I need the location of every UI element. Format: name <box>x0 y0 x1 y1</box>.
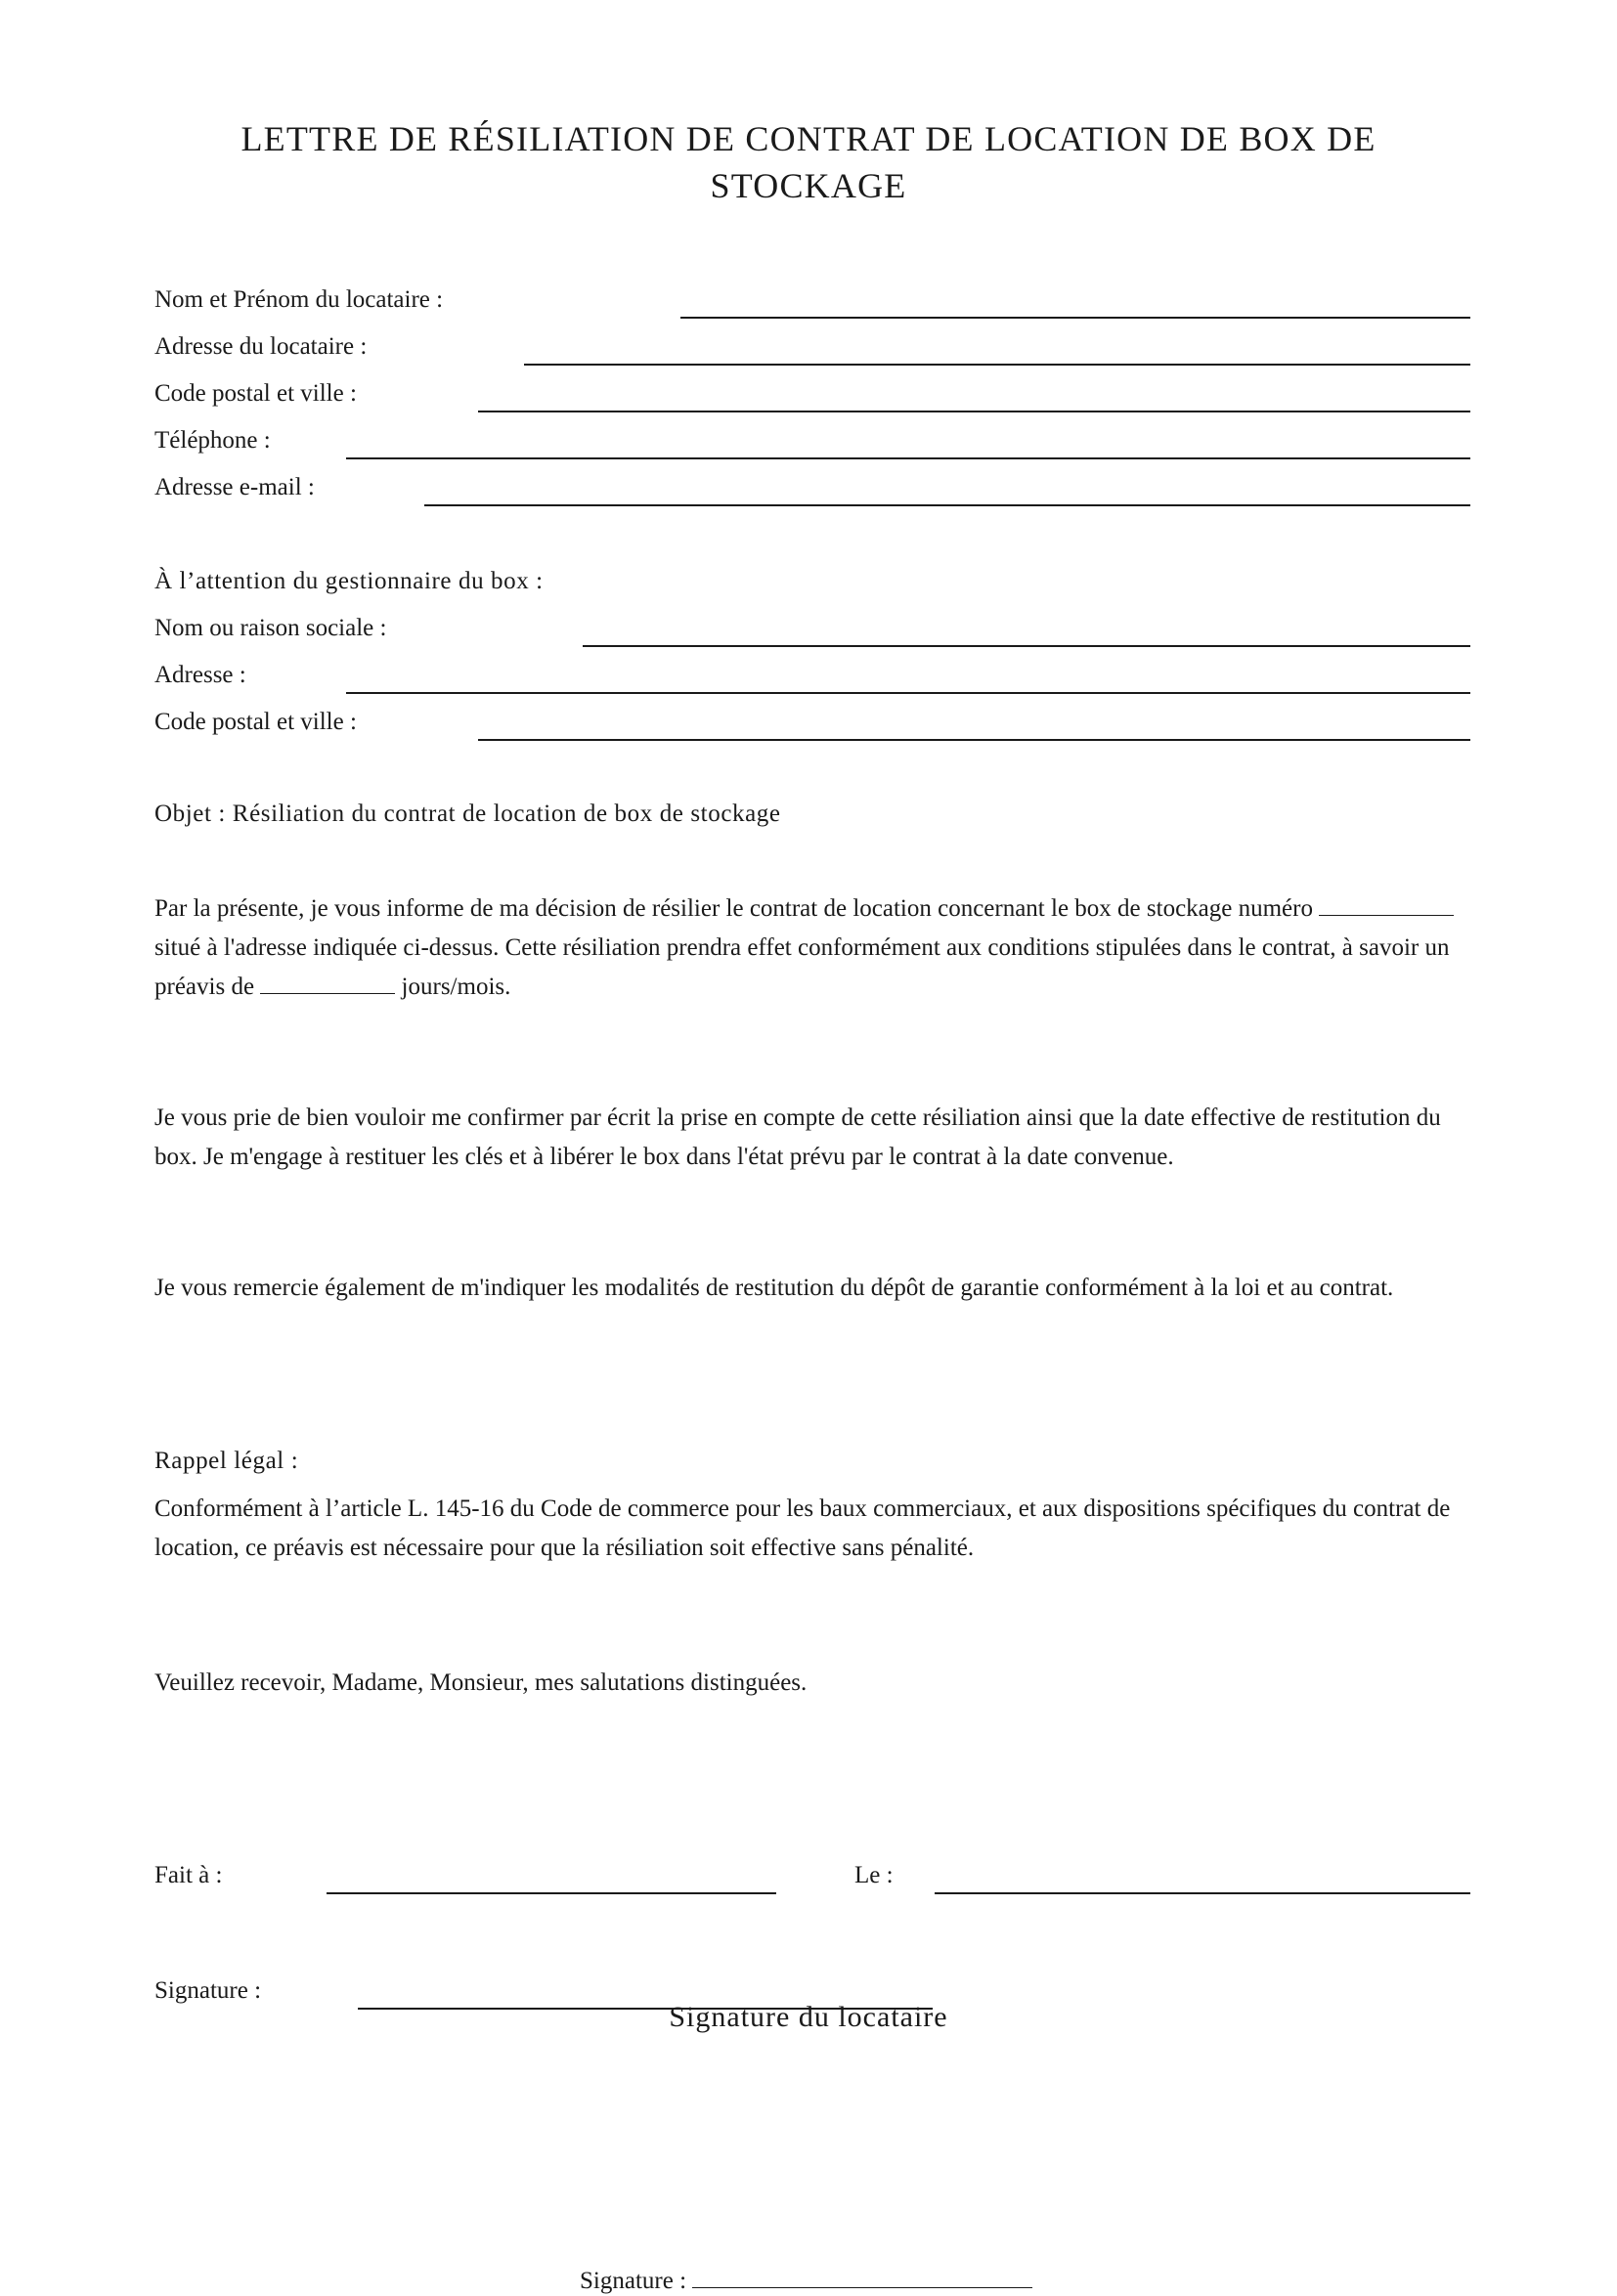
field-label: Fait à : <box>154 1862 223 1888</box>
field-manager-address <box>154 655 1470 694</box>
field-label: Code postal et ville : <box>154 380 357 407</box>
field-place <box>154 1855 776 1894</box>
manager-heading: À l’attention du gestionnaire du box : <box>154 568 544 594</box>
signature-caption: Signature du locataire <box>669 2001 948 2033</box>
manager-name-blank[interactable] <box>583 645 1470 647</box>
field-tenant-address <box>154 326 1470 366</box>
box-number-blank[interactable] <box>1319 893 1454 916</box>
field-label: Signature : <box>154 1977 262 2004</box>
field-date <box>854 1855 1470 1894</box>
date-blank[interactable] <box>935 1892 1470 1894</box>
field-manager-postcode-city <box>154 702 1470 741</box>
paragraph-confirmation: Je vous prie de bien vouloir me confirmer par écrit la prise en compte de cette résiliation ainsi que la date effective de restitution du box. Je m'engage à restituer les clés et à libérer le box dans l'état prévu par le contrat à la date convenue. <box>154 1105 1441 1170</box>
field-label: Nom ou raison sociale : <box>154 615 387 641</box>
field-tenant-email <box>154 467 1470 506</box>
field-label: Adresse e-mail : <box>154 474 315 500</box>
field-manager-name <box>154 608 1470 647</box>
bottom-signature <box>580 2266 1032 2296</box>
place-blank[interactable] <box>327 1892 776 1894</box>
field-tenant-postcode-city <box>154 373 1470 412</box>
document-title: LETTRE DE RÉSILIATION DE CONTRAT DE LOCATION DE BOX DE STOCKAGE <box>240 119 1377 205</box>
legal-reminder-heading: Rappel légal : <box>154 1448 299 1474</box>
field-tenant-name <box>154 280 1470 319</box>
subject-line: Objet : Résiliation du contrat de location de box de stockage <box>154 801 781 827</box>
tenant-postcode-city-blank[interactable] <box>478 411 1470 412</box>
manager-postcode-city-blank[interactable] <box>478 739 1470 741</box>
paragraph-text: jours/mois. <box>401 974 511 1000</box>
notice-period-blank[interactable] <box>260 972 395 994</box>
field-tenant-phone <box>154 420 1470 459</box>
paragraph-text: Par la présente, je vous informe de ma décision de résilier le contrat de location concernant le box de stockage numéro <box>154 895 1313 922</box>
field-label: Adresse du locataire : <box>154 333 368 360</box>
field-label: Téléphone : <box>154 427 271 454</box>
tenant-email-blank[interactable] <box>424 504 1470 506</box>
tenant-phone-blank[interactable] <box>346 457 1470 459</box>
closing-salutation: Veuillez recevoir, Madame, Monsieur, mes salutations distinguées. <box>154 1669 808 1696</box>
bottom-signature-blank[interactable] <box>692 2266 1032 2288</box>
paragraph-notice <box>154 889 1470 1007</box>
field-label: Adresse : <box>154 662 246 688</box>
field-label: Nom et Prénom du locataire : <box>154 286 444 313</box>
field-label: Le : <box>854 1862 894 1888</box>
field-label: Code postal et ville : <box>154 709 357 735</box>
manager-address-blank[interactable] <box>346 692 1470 694</box>
tenant-address-blank[interactable] <box>524 364 1470 366</box>
legal-reminder-text: Conformément à l’article L. 145-16 du Code de commerce pour les baux commerciaux, et aux dispositions spécifiques du contrat de location, ce préavis est nécessaire pour que la résiliation soit effective sans pénalité. <box>154 1495 1451 1561</box>
paragraph-text: situé à l'adresse indiquée ci-dessus. Cette résiliation prendra effet conformément aux conditions stipulées dans le contrat, à savoir un préavis de <box>154 934 1450 1000</box>
field-label: Signature : <box>580 2268 687 2294</box>
paragraph-deposit: Je vous remercie également de m'indiquer les modalités de restitution du dépôt de garantie conformément à la loi et au contrat. <box>154 1275 1394 1301</box>
tenant-name-blank[interactable] <box>680 317 1470 319</box>
